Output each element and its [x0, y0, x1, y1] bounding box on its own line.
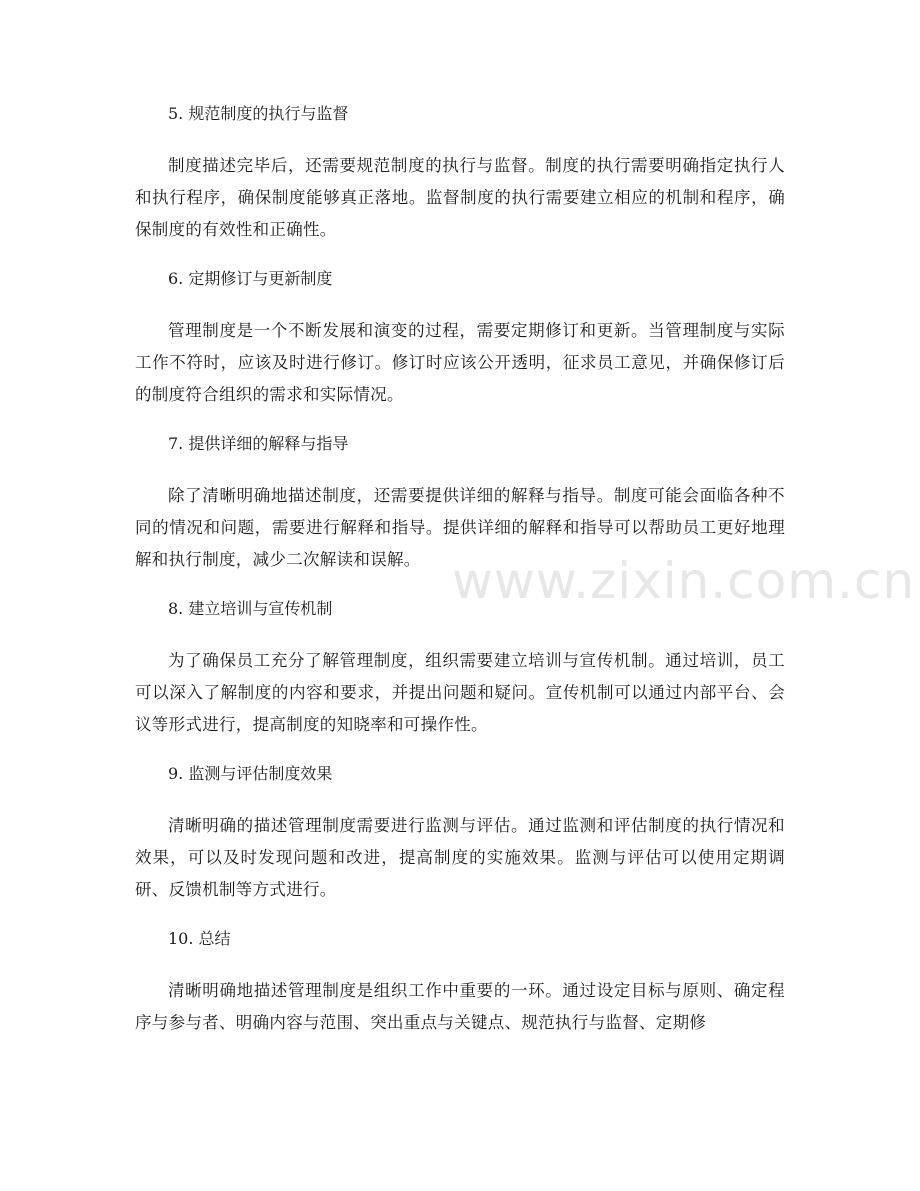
section-paragraph: 清晰明确地描述管理制度是组织工作中重要的一环。通过设定目标与原则、确定程序与参与者、明确内容与范围、突出重点与关键点、规范执行与监督、定期修 [135, 981, 785, 1032]
section-heading: 8. 建立培训与宣传机制 [168, 599, 333, 618]
document-body [135, 103, 785, 1061]
section-heading: 7. 提供详细的解释与指导 [168, 434, 349, 453]
section-heading: 10. 总结 [168, 929, 231, 948]
section-paragraph: 除了清晰明确地描述制度，还需要提供详细的解释与指导。制度可能会面临各种不同的情况和问题，需要进行解释和指导。提供详细的解释和指导可以帮助员工更好地理解和执行制度，减少二次解读和误解。 [135, 486, 785, 569]
watermark: www.zixin.com.cn [452, 552, 916, 610]
section-paragraph: 制度描述完毕后，还需要规范制度的执行与监督。制度的执行需要明确指定执行人和执行程序，确保制度能够真正落地。监督制度的执行需要建立相应的机制和程序，确保制度的有效性和正确性。 [135, 156, 785, 239]
section-paragraph: 清晰明确的描述管理制度需要进行监测与评估。通过监测和评估制度的执行情况和效果，可以及时发现问题和改进，提高制度的实施效果。监测与评估可以使用定期调研、反馈机制等方式进行。 [135, 816, 785, 899]
section-heading: 5. 规范制度的执行与监督 [168, 104, 349, 123]
section-paragraph: 为了确保员工充分了解管理制度，组织需要建立培训与宣传机制。通过培训，员工可以深入了解制度的内容和要求，并提出问题和疑问。宣传机制可以通过内部平台、会议等形式进行，提高制度的知晓率和可操作性。 [135, 651, 785, 734]
section-heading: 6. 定期修订与更新制度 [168, 269, 333, 288]
section-paragraph: 管理制度是一个不断发展和演变的过程，需要定期修订和更新。当管理制度与实际工作不符时，应该及时进行修订。修订时应该公开透明，征求员工意见，并确保修订后的制度符合组织的需求和实际情况。 [135, 321, 785, 404]
section-heading: 9. 监测与评估制度效果 [168, 764, 333, 783]
